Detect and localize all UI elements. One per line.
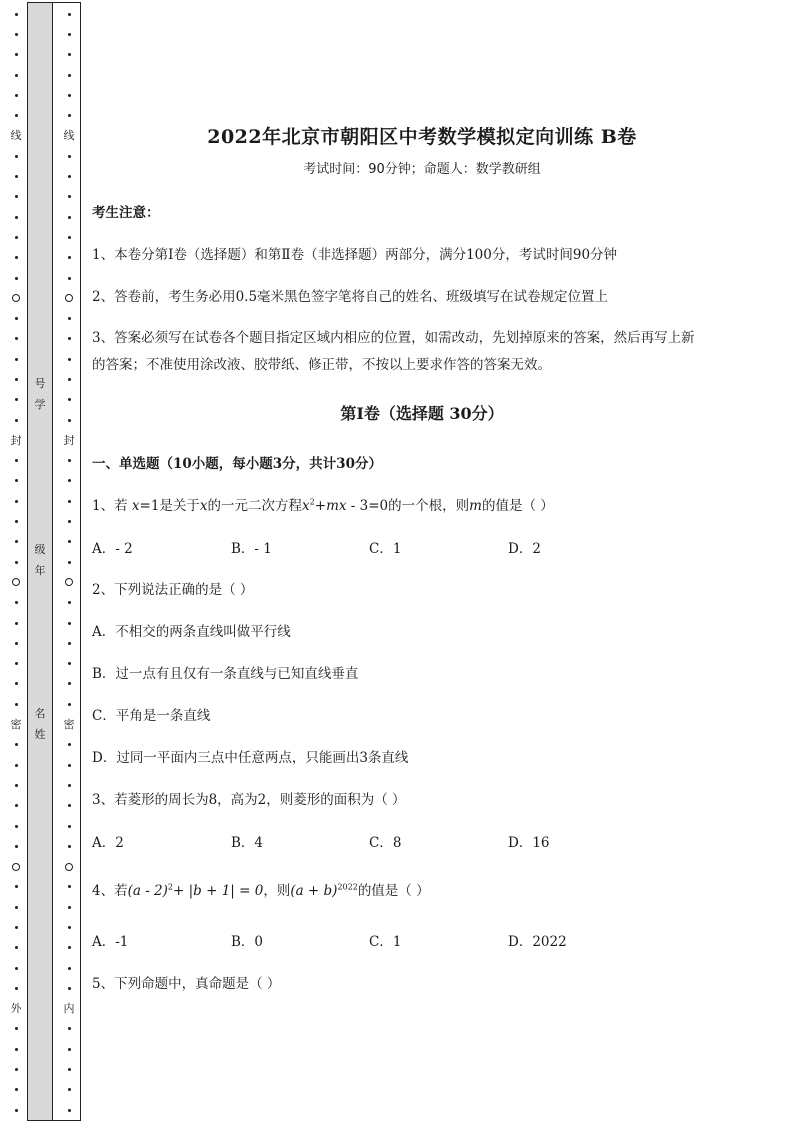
inner-dot [68, 540, 71, 543]
outer-dot [15, 378, 18, 381]
inner-mark-cell [64, 126, 75, 146]
inner-dot [68, 825, 71, 828]
outer-dot-cell [15, 978, 18, 998]
outer-dot-cell [15, 268, 18, 288]
inner-dot [68, 195, 71, 198]
outer-dot-cell [15, 511, 18, 531]
outer-dot-cell [15, 1059, 18, 1079]
outer-dot-cell [15, 45, 18, 65]
exam-title: 2022年北京市朝阳区中考数学模拟定向训练 B卷 [207, 126, 637, 148]
inner-dot-cell [68, 308, 71, 328]
inner-dot-cell [68, 248, 71, 268]
inner-dot-cell [68, 775, 71, 795]
outer-dot [15, 74, 18, 77]
outer-dot [15, 195, 18, 198]
inner-dot-cell [68, 958, 71, 978]
inner-dot-cell [68, 978, 71, 998]
notice-item-3-cont: 的答案；不准使用涂改液、胶带纸、修正带，不按以上要求作答的答案无效。 [92, 357, 551, 373]
inner-dot-cell [68, 633, 71, 653]
inner-dot-cell [68, 938, 71, 958]
question-3-stem: 3、若菱形的周长为8，高为2，则菱形的面积为（ ） [92, 792, 406, 808]
outer-dot [15, 500, 18, 503]
inner-dot-cell [68, 207, 71, 227]
outer-dot [15, 662, 18, 665]
inner-dot-cell [68, 877, 71, 897]
inner-dot [68, 946, 71, 949]
outer-mark-cell [11, 126, 22, 146]
inner-dot [68, 561, 71, 564]
field-label-char: 学 [34, 397, 46, 411]
inner-dot-cell [68, 268, 71, 288]
outer-dot [15, 53, 18, 56]
outer-dot-cell [15, 349, 18, 369]
outer-dot-cell [15, 816, 18, 836]
outer-dot [15, 967, 18, 970]
inner-circle-mark [65, 863, 73, 871]
outer-dot [15, 114, 18, 117]
outer-dot [15, 398, 18, 401]
outer-dot [15, 804, 18, 807]
inner-dot [68, 74, 71, 77]
inner-mark-cell [64, 430, 75, 450]
outer-dot [15, 256, 18, 259]
inner-text-mark: 线 [63, 129, 75, 143]
inner-dot-cell [68, 45, 71, 65]
outer-circle-mark [12, 294, 20, 302]
option-a: A．- 2 [92, 541, 133, 557]
outer-dot-cell [15, 227, 18, 247]
inner-dot [68, 1027, 71, 1030]
inner-dot-cell [68, 613, 71, 633]
outer-mark-cell [12, 288, 20, 308]
outer-dot [15, 94, 18, 97]
inner-dot-cell [68, 1059, 71, 1079]
question-2-option-c: C．平角是一条直线 [92, 708, 211, 724]
inner-dot [68, 885, 71, 888]
option-b: B．4 [231, 835, 264, 851]
option-c: C．8 [369, 835, 402, 851]
outer-dot [15, 33, 18, 36]
outer-dot [15, 459, 18, 462]
outer-dot [15, 642, 18, 645]
outer-text-mark: 封 [10, 433, 22, 447]
notice-item-3: 3、答案必须写在试卷各个题目指定区域内相应的位置，如需改动，先划掉原来的答案，然后再写上新 [92, 330, 695, 346]
outer-dot-cell [15, 4, 18, 24]
outer-dot-cell [15, 654, 18, 674]
inner-dot-cell [68, 694, 71, 714]
inner-dot-cell [68, 552, 71, 572]
outer-dot [15, 987, 18, 990]
inner-mark-cell [64, 714, 75, 734]
outer-mark-cell [11, 714, 22, 734]
question-4-stem: 4、若(a - 2)$^2$+ |b + 1| = 0，则$(a + b)^{2022}$的值是（ ） [92, 882, 430, 899]
inner-dot-cell [68, 654, 71, 674]
option-c: C．1 [369, 934, 402, 950]
inner-dot [68, 804, 71, 807]
inner-dot-cell [68, 511, 71, 531]
inner-dot-cell [68, 1019, 71, 1039]
question-2-option-a: A．不相交的两条直线叫做平行线 [92, 624, 291, 640]
outer-dot-cell [15, 369, 18, 389]
inner-text-mark: 密 [63, 718, 75, 732]
option-b: B．- 1 [231, 541, 272, 557]
inner-dot-cell [68, 410, 71, 430]
outer-dot [15, 175, 18, 178]
outer-dot-cell [15, 65, 18, 85]
field-label-char: 姓 [34, 727, 46, 741]
outer-dot-cell [15, 146, 18, 166]
outer-dot-cell [15, 1019, 18, 1039]
inner-dot [68, 175, 71, 178]
inner-dot [68, 703, 71, 706]
inner-dot-cell [68, 674, 71, 694]
outer-dot-cell [15, 532, 18, 552]
inner-dot [68, 500, 71, 503]
field-label-char: 年 [34, 563, 46, 577]
outer-dot-cell [15, 308, 18, 328]
outer-dot-cell [15, 1080, 18, 1100]
inner-dot-cell [68, 917, 71, 937]
outer-dot-cell [15, 613, 18, 633]
option-a: A．2 [92, 835, 124, 851]
inner-dot-cell [68, 491, 71, 511]
outer-dot [15, 622, 18, 625]
inner-dot [68, 682, 71, 685]
outer-dot-cell [15, 735, 18, 755]
inner-dot [68, 114, 71, 117]
outer-dot [15, 277, 18, 280]
inner-dot-cell [68, 24, 71, 44]
inner-dot [68, 13, 71, 16]
outer-dot-cell [15, 938, 18, 958]
outer-dot [15, 1068, 18, 1071]
outer-dot [15, 1048, 18, 1051]
outer-dot [15, 743, 18, 746]
inner-dot [68, 1109, 71, 1112]
inner-dot-cell [68, 329, 71, 349]
inner-text-mark: 封 [63, 433, 75, 447]
outer-dot-cell [15, 207, 18, 227]
outer-dot [15, 946, 18, 949]
outer-dot-cell [15, 105, 18, 125]
inner-dot [68, 419, 71, 422]
outer-text-mark: 线 [10, 129, 22, 143]
outer-dot [15, 784, 18, 787]
exam-subtitle: 考试时间：90分钟；命题人：数学教研组 [303, 162, 541, 177]
inner-dot [68, 662, 71, 665]
question-2-option-b: B．过一点有且仅有一条直线与已知直线垂直 [92, 666, 359, 682]
inner-dot [68, 743, 71, 746]
inner-dot-cell [68, 816, 71, 836]
outer-dot [15, 520, 18, 523]
inner-mark-cell [65, 288, 73, 308]
outer-dot [15, 155, 18, 158]
inner-dot-cell [68, 471, 71, 491]
inner-dot-cell [68, 735, 71, 755]
inner-circle-mark [65, 578, 73, 586]
outer-dot [15, 419, 18, 422]
inner-dot-cell [68, 4, 71, 24]
outer-mark-cell [11, 999, 22, 1019]
field-label-char: 级 [34, 543, 46, 556]
outer-dot [15, 13, 18, 16]
inner-dot [68, 926, 71, 929]
inner-dot-cell [68, 1080, 71, 1100]
inner-dot [68, 358, 71, 361]
outer-dot [15, 1027, 18, 1030]
outer-dot-cell [15, 917, 18, 937]
outer-dot-cell [15, 755, 18, 775]
inner-dot [68, 1068, 71, 1071]
outer-dot [15, 682, 18, 685]
option-d: D．16 [508, 835, 550, 851]
outer-dot-cell [15, 491, 18, 511]
inner-mark-cell [65, 856, 73, 876]
notice-item-2: 2、答卷前，考生务必用0.5毫米黑色签字笔将自己的姓名、班级填写在试卷规定位置上 [92, 289, 609, 305]
inner-dot [68, 520, 71, 523]
outer-dot [15, 601, 18, 604]
inner-dot [68, 784, 71, 787]
outer-dot-cell [15, 694, 18, 714]
outer-dot [15, 561, 18, 564]
inner-dot-cell [68, 1100, 71, 1120]
inner-dot [68, 256, 71, 259]
outer-dot [15, 540, 18, 543]
inner-dot [68, 845, 71, 848]
outer-dot-cell [15, 775, 18, 795]
notice-item-1: 1、本卷分第I卷（选择题）和第Ⅱ卷（非选择题）两部分，满分100分，考试时间90分钟 [92, 247, 618, 263]
inner-dot-cell [68, 85, 71, 105]
option-d: D．2 [508, 541, 541, 557]
student-number-label [27, 374, 53, 416]
outer-dot-cell [15, 836, 18, 856]
outer-circle-mark [12, 578, 20, 586]
outer-text-mark: 密 [10, 718, 22, 732]
outer-dot [15, 236, 18, 239]
outer-dot [15, 317, 18, 320]
outer-dot-cell [15, 248, 18, 268]
inner-dot-cell [68, 166, 71, 186]
inner-dot-cell [68, 369, 71, 389]
question-5-stem: 5、下列命题中，真命题是（ ） [92, 976, 281, 992]
outer-dot-cell [15, 593, 18, 613]
inner-dot [68, 94, 71, 97]
outer-dot [15, 703, 18, 706]
grade-label [27, 540, 53, 582]
outer-binding-line [4, 4, 28, 1120]
outer-dot-cell [15, 1039, 18, 1059]
field-label-char: 号 [34, 377, 46, 390]
option-b: B．0 [231, 934, 264, 950]
inner-dot [68, 642, 71, 645]
field-label-char: 名 [34, 707, 46, 720]
inner-dot-cell [68, 349, 71, 369]
outer-dot [15, 216, 18, 219]
outer-dot-cell [15, 552, 18, 572]
outer-dot [15, 764, 18, 767]
inner-dot-cell [68, 593, 71, 613]
outer-dot [15, 479, 18, 482]
inner-dot [68, 216, 71, 219]
outer-dot-cell [15, 187, 18, 207]
inner-mark-cell [64, 999, 75, 1019]
inner-dot [68, 601, 71, 604]
outer-dot-cell [15, 166, 18, 186]
question-2-stem: 2、下列说法正确的是（ ） [92, 582, 254, 598]
outer-dot-cell [15, 24, 18, 44]
name-label [27, 704, 53, 746]
inner-dot-cell [68, 65, 71, 85]
outer-dot-cell [15, 329, 18, 349]
option-c: C．1 [369, 541, 402, 557]
outer-circle-mark [12, 863, 20, 871]
part-heading: 一、单选题（10小题，每小题3分，共计30分） [92, 456, 382, 472]
outer-mark-cell [12, 572, 20, 592]
inner-circle-mark [65, 294, 73, 302]
inner-binding-line [57, 4, 81, 1120]
inner-dot [68, 987, 71, 990]
inner-dot-cell [68, 227, 71, 247]
outer-dot-cell [15, 897, 18, 917]
inner-dot [68, 398, 71, 401]
option-a: A．-1 [92, 934, 129, 950]
outer-dot [15, 825, 18, 828]
outer-dot-cell [15, 451, 18, 471]
outer-dot-cell [15, 390, 18, 410]
inner-dot [68, 967, 71, 970]
outer-dot [15, 358, 18, 361]
outer-dot-cell [15, 674, 18, 694]
inner-dot [68, 33, 71, 36]
outer-dot [15, 885, 18, 888]
inner-mark-cell [65, 572, 73, 592]
outer-dot-cell [15, 958, 18, 978]
outer-dot [15, 845, 18, 848]
outer-dot [15, 1088, 18, 1091]
inner-dot [68, 1048, 71, 1051]
inner-dot [68, 459, 71, 462]
outer-dot [15, 337, 18, 340]
inner-dot [68, 277, 71, 280]
outer-dot-cell [15, 633, 18, 653]
outer-dot-cell [15, 1100, 18, 1120]
inner-dot [68, 764, 71, 767]
inner-dot [68, 906, 71, 909]
outer-dot-cell [15, 85, 18, 105]
outer-dot-cell [15, 796, 18, 816]
inner-dot [68, 317, 71, 320]
inner-dot-cell [68, 105, 71, 125]
inner-dot-cell [68, 755, 71, 775]
inner-dot-cell [68, 146, 71, 166]
outer-dot-cell [15, 471, 18, 491]
inner-dot-cell [68, 1039, 71, 1059]
inner-dot [68, 337, 71, 340]
inner-dot [68, 479, 71, 482]
inner-dot-cell [68, 451, 71, 471]
inner-dot-cell [68, 532, 71, 552]
inner-dot [68, 236, 71, 239]
inner-dot-cell [68, 836, 71, 856]
inner-dot-cell [68, 187, 71, 207]
outer-dot [15, 1109, 18, 1112]
inner-dot [68, 53, 71, 56]
outer-dot-cell [15, 410, 18, 430]
inner-dot-cell [68, 390, 71, 410]
outer-dot-cell [15, 877, 18, 897]
outer-mark-cell [11, 430, 22, 450]
inner-dot-cell [68, 796, 71, 816]
question-2-option-d: D．过同一平面内三点中任意两点，只能画出3条直线 [92, 750, 409, 766]
inner-dot [68, 378, 71, 381]
outer-text-mark: 外 [10, 1002, 22, 1016]
notice-heading: 考生注意： [92, 205, 160, 221]
inner-dot [68, 622, 71, 625]
question-1-stem: 1、若 x=1是关于x的一元二次方程$x^2+mx - 3=0$的一个根，则m的值是（ ） [92, 497, 554, 514]
outer-mark-cell [12, 856, 20, 876]
outer-dot [15, 906, 18, 909]
inner-dot [68, 1088, 71, 1091]
inner-dot [68, 155, 71, 158]
outer-dot [15, 926, 18, 929]
inner-text-mark: 内 [63, 1002, 75, 1016]
option-d: D．2022 [508, 934, 567, 950]
inner-dot-cell [68, 897, 71, 917]
section-title: 第I卷（选择题 30分） [340, 404, 504, 423]
